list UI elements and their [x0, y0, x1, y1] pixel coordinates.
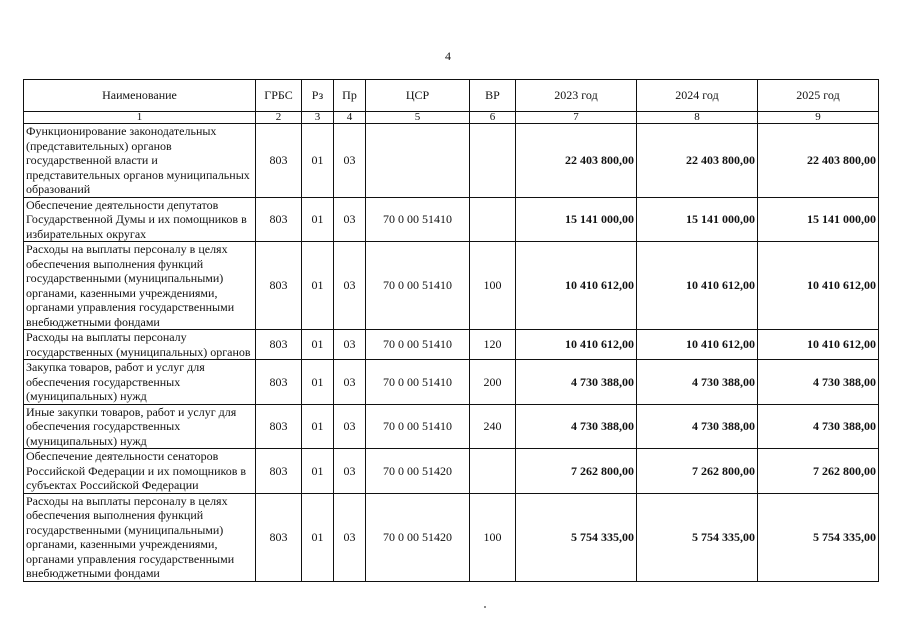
row-grbs: 803 — [256, 493, 302, 581]
column-number: 8 — [637, 112, 758, 124]
table-row — [24, 449, 879, 494]
row-amount-2023: 7 262 800,00 — [516, 449, 637, 494]
row-amount-2025: 22 403 800,00 — [758, 124, 879, 198]
header-2024: 2024 год — [637, 80, 758, 112]
row-amount-2025: 10 410 612,00 — [758, 242, 879, 330]
row-pr: 03 — [334, 404, 366, 449]
row-grbs: 803 — [256, 330, 302, 360]
row-pr: 03 — [334, 242, 366, 330]
row-name: Функционирование законодательных (представительных) органов государственной власти и представительных органов муниципальных образований — [24, 124, 256, 198]
row-amount-2023: 10 410 612,00 — [516, 330, 637, 360]
scan-speck — [484, 606, 486, 608]
column-number: 4 — [334, 112, 366, 124]
column-number: 2 — [256, 112, 302, 124]
column-number: 9 — [758, 112, 879, 124]
row-amount-2025: 7 262 800,00 — [758, 449, 879, 494]
column-number: 1 — [24, 112, 256, 124]
row-amount-2024: 22 403 800,00 — [637, 124, 758, 198]
row-amount-2025: 4 730 388,00 — [758, 360, 879, 405]
row-pr: 03 — [334, 197, 366, 242]
column-number: 5 — [366, 112, 470, 124]
header-vr: ВР — [470, 80, 516, 112]
column-number: 3 — [302, 112, 334, 124]
row-vr — [470, 449, 516, 494]
row-rz: 01 — [302, 124, 334, 198]
row-grbs: 803 — [256, 242, 302, 330]
row-csr — [366, 124, 470, 198]
table-row — [24, 330, 879, 360]
table-row — [24, 493, 879, 581]
row-amount-2025: 4 730 388,00 — [758, 404, 879, 449]
row-vr — [470, 197, 516, 242]
row-csr: 70 0 00 51410 — [366, 404, 470, 449]
header-grbs: ГРБС — [256, 80, 302, 112]
row-vr: 200 — [470, 360, 516, 405]
header-row — [24, 80, 879, 112]
table-row — [24, 404, 879, 449]
table-row — [24, 197, 879, 242]
row-grbs: 803 — [256, 360, 302, 405]
row-grbs: 803 — [256, 404, 302, 449]
row-rz: 01 — [302, 242, 334, 330]
row-grbs: 803 — [256, 197, 302, 242]
row-pr: 03 — [334, 449, 366, 494]
row-name: Обеспечение деятельности депутатов Государственной Думы и их помощников в избирательных округах — [24, 197, 256, 242]
row-amount-2023: 22 403 800,00 — [516, 124, 637, 198]
header-csr: ЦСР — [366, 80, 470, 112]
column-number: 7 — [516, 112, 637, 124]
row-vr — [470, 124, 516, 198]
row-amount-2023: 15 141 000,00 — [516, 197, 637, 242]
header-pr: Пр — [334, 80, 366, 112]
row-rz: 01 — [302, 449, 334, 494]
row-name: Расходы на выплаты персоналу государственных (муниципальных) органов — [24, 330, 256, 360]
row-csr: 70 0 00 51420 — [366, 493, 470, 581]
row-rz: 01 — [302, 404, 334, 449]
column-number-row — [24, 112, 879, 124]
table-row — [24, 360, 879, 405]
page-number: 4 — [445, 49, 451, 63]
row-amount-2023: 4 730 388,00 — [516, 404, 637, 449]
row-amount-2023: 4 730 388,00 — [516, 360, 637, 405]
row-amount-2025: 10 410 612,00 — [758, 330, 879, 360]
row-pr: 03 — [334, 124, 366, 198]
row-amount-2024: 10 410 612,00 — [637, 330, 758, 360]
row-amount-2023: 10 410 612,00 — [516, 242, 637, 330]
table-row — [24, 124, 879, 198]
row-pr: 03 — [334, 330, 366, 360]
header-rz: Рз — [302, 80, 334, 112]
row-csr: 70 0 00 51410 — [366, 330, 470, 360]
row-amount-2023: 5 754 335,00 — [516, 493, 637, 581]
row-vr: 240 — [470, 404, 516, 449]
row-rz: 01 — [302, 360, 334, 405]
row-grbs: 803 — [256, 449, 302, 494]
header-2025: 2025 год — [758, 80, 879, 112]
row-name: Обеспечение деятельности сенаторов Российской Федерации и их помощников в субъектах Российской Федерации — [24, 449, 256, 494]
row-amount-2025: 5 754 335,00 — [758, 493, 879, 581]
row-vr: 100 — [470, 493, 516, 581]
row-amount-2024: 4 730 388,00 — [637, 404, 758, 449]
row-amount-2024: 15 141 000,00 — [637, 197, 758, 242]
row-amount-2024: 7 262 800,00 — [637, 449, 758, 494]
row-amount-2024: 10 410 612,00 — [637, 242, 758, 330]
row-csr: 70 0 00 51410 — [366, 197, 470, 242]
row-pr: 03 — [334, 493, 366, 581]
row-csr: 70 0 00 51410 — [366, 360, 470, 405]
row-amount-2024: 4 730 388,00 — [637, 360, 758, 405]
row-vr: 100 — [470, 242, 516, 330]
header-2023: 2023 год — [516, 80, 637, 112]
row-csr: 70 0 00 51420 — [366, 449, 470, 494]
row-rz: 01 — [302, 493, 334, 581]
row-name: Расходы на выплаты персоналу в целях обеспечения выполнения функций государственными (муниципальными) органами, казенными учреждениями, органами управления государственными внебюджетными фондами — [24, 493, 256, 581]
row-rz: 01 — [302, 197, 334, 242]
row-amount-2024: 5 754 335,00 — [637, 493, 758, 581]
row-name: Иные закупки товаров, работ и услуг для обеспечения государственных (муниципальных) нужд — [24, 404, 256, 449]
row-csr: 70 0 00 51410 — [366, 242, 470, 330]
row-name: Закупка товаров, работ и услуг для обеспечения государственных (муниципальных) нужд — [24, 360, 256, 405]
header-name: Наименование — [24, 80, 256, 112]
table-row — [24, 242, 879, 330]
column-number: 6 — [470, 112, 516, 124]
row-grbs: 803 — [256, 124, 302, 198]
row-amount-2025: 15 141 000,00 — [758, 197, 879, 242]
budget-table — [23, 79, 879, 582]
row-vr: 120 — [470, 330, 516, 360]
row-rz: 01 — [302, 330, 334, 360]
row-name: Расходы на выплаты персоналу в целях обеспечения выполнения функций государственными (муниципальными) органами, казенными учреждениями, органами управления государственными внебюджетными фондами — [24, 242, 256, 330]
row-pr: 03 — [334, 360, 366, 405]
